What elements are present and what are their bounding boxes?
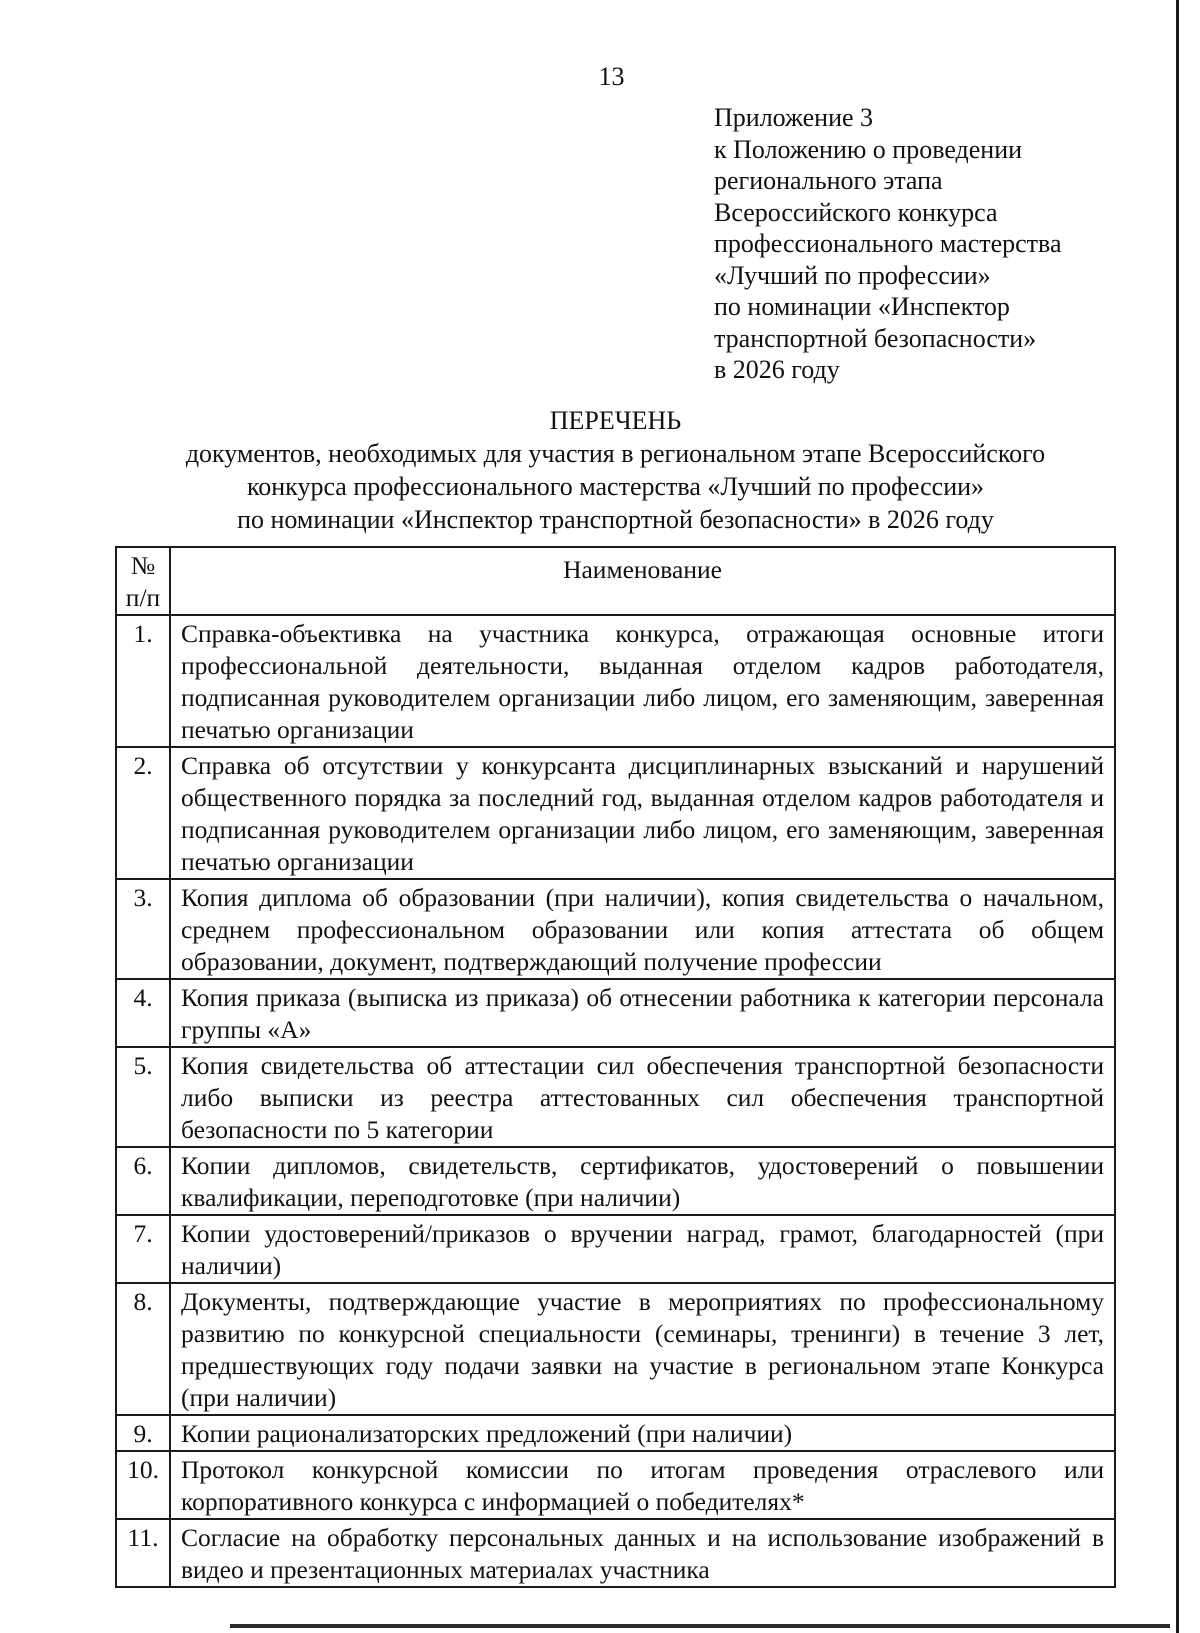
row-number: 9. bbox=[116, 1415, 170, 1451]
title-line: по номинации «Инспектор транспортной безопасности» в 2026 году bbox=[237, 505, 994, 534]
row-name: Справка-объективка на участника конкурса, отражающая основные итоги профессиональной деятельности, выданная отделом кадров работодателя, подписанная руководителем организации либо лицом, его заменяющим, заверенная печатью организации bbox=[170, 615, 1115, 747]
table-header-row bbox=[116, 547, 1115, 615]
table-row bbox=[116, 615, 1115, 747]
scan-page-edge bbox=[1176, 0, 1179, 1633]
page-number: 13 bbox=[598, 62, 625, 91]
row-number: 4. bbox=[116, 979, 170, 1047]
documents-table bbox=[115, 546, 1116, 1588]
table-row bbox=[116, 1451, 1115, 1519]
table-row bbox=[116, 879, 1115, 979]
row-name: Документы, подтверждающие участие в мероприятиях по профессиональному развитию по конкурсной специальности (семинары, тренинги) в течение 3 лет, предшествующих году подачи заявки на участие в региональном этапе Конкурса (при наличии) bbox=[170, 1283, 1115, 1415]
title-heading: ПЕРЕЧЕНЬ bbox=[549, 406, 682, 435]
row-number: 2. bbox=[116, 747, 170, 879]
row-name: Справка об отсутствии у конкурсанта дисциплинарных взысканий и нарушений общественного порядка за последний год, выданная отделом кадров работодателя и подписанная руководителем организации либо лицом, его заменяющим, заверенная печатью организации bbox=[170, 747, 1115, 879]
appendix-line: в 2026 году bbox=[714, 355, 840, 384]
table-row bbox=[116, 1415, 1115, 1451]
row-number: 5. bbox=[116, 1047, 170, 1147]
row-number: 11. bbox=[116, 1519, 170, 1587]
row-number: 10. bbox=[116, 1451, 170, 1519]
appendix-line: «Лучший по профессии» bbox=[714, 260, 991, 290]
title-line: конкурса профессионального мастерства «Лучший по профессии» bbox=[246, 472, 985, 501]
appendix-line: регионального этапа bbox=[714, 166, 943, 195]
table-row bbox=[116, 1283, 1115, 1415]
appendix-line: транспортной безопасности» bbox=[714, 323, 1037, 353]
appendix-line: по номинации «Инспектор bbox=[714, 292, 1010, 321]
table-row bbox=[116, 1147, 1115, 1215]
row-name: Копия диплома об образовании (при наличии), копия свидетельства о начальном, среднем профессиональном образовании или копия аттестата об общем образовании, документ, подтверждающий получение профессии bbox=[170, 879, 1115, 979]
row-number: 6. bbox=[116, 1147, 170, 1215]
header-name: Наименование bbox=[170, 547, 1115, 615]
row-name: Копии рационализаторских предложений (при наличии) bbox=[170, 1415, 1115, 1451]
row-name: Копии дипломов, свидетельств, сертификатов, удостоверений о повышении квалификации, переподготовке (при наличии) bbox=[170, 1147, 1115, 1215]
title-line: документов, необходимых для участия в региональном этапе Всероссийского bbox=[185, 439, 1046, 468]
row-name: Копия свидетельства об аттестации сил обеспечения транспортной безопасности либо выписки из реестра аттестованных сил обеспечения транспортной безопасности по 5 категории bbox=[170, 1047, 1115, 1147]
appendix-line: Всероссийского конкурса bbox=[714, 197, 998, 227]
table-row bbox=[116, 1047, 1115, 1147]
table-row bbox=[116, 1519, 1115, 1587]
appendix-line: профессионального мастерства bbox=[714, 229, 1062, 258]
scan-bottom-edge bbox=[230, 1624, 1170, 1628]
row-name: Копии удостоверений/приказов о вручении наград, грамот, благодарностей (при наличии) bbox=[170, 1215, 1115, 1283]
row-number: 8. bbox=[116, 1283, 170, 1415]
row-name: Протокол конкурсной комиссии по итогам проведения отраслевого или корпоративного конкурса с информацией о победителях* bbox=[170, 1451, 1115, 1519]
appendix-note bbox=[714, 102, 1062, 386]
appendix-line: Приложение 3 bbox=[714, 103, 874, 132]
document-title bbox=[0, 404, 1200, 536]
row-number: 1. bbox=[116, 615, 170, 747]
row-number: 7. bbox=[116, 1215, 170, 1283]
table-row bbox=[116, 979, 1115, 1047]
table-row bbox=[116, 1215, 1115, 1283]
table-row bbox=[116, 747, 1115, 879]
header-number: № п/п bbox=[116, 547, 170, 615]
appendix-line: к Положению о проведении bbox=[714, 134, 1023, 164]
row-number: 3. bbox=[116, 879, 170, 979]
row-name: Копия приказа (выписка из приказа) об отнесении работника к категории персонала группы «А» bbox=[170, 979, 1115, 1047]
row-name: Согласие на обработку персональных данных и на использование изображений в видео и презентационных материалах участника bbox=[170, 1519, 1115, 1587]
